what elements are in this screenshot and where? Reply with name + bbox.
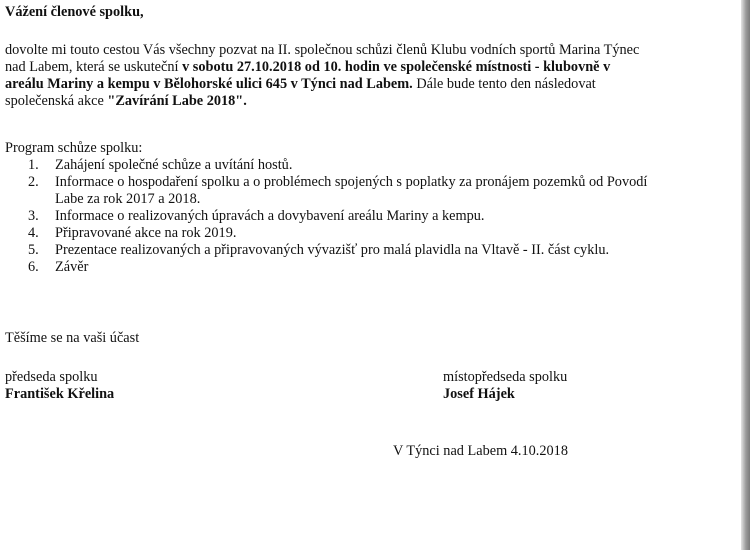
agenda-item bbox=[28, 242, 648, 259]
scan-edge-shadow bbox=[741, 0, 750, 550]
agenda-item bbox=[28, 259, 648, 276]
agenda-item-number: 5. bbox=[28, 242, 39, 258]
program-heading: Program schůze spolku: bbox=[5, 140, 143, 156]
agenda-item-text: Informace o realizovaných úpravách a dovybavení areálu Mariny a kempu. bbox=[55, 208, 485, 224]
intro-text-run: dovolte mi touto cestou Vás všechny pozvat na II. společnou schůzi členů Klubu vodních sportů Marina Týnec nad Labem, která se uskuteční bbox=[5, 42, 640, 75]
agenda-item-text: Zahájení společné schůze a uvítání hostů. bbox=[55, 157, 293, 173]
agenda-item bbox=[28, 225, 648, 242]
chair-role: předseda spolku bbox=[5, 369, 98, 385]
intro-bold-run: "Zavírání Labe 2018". bbox=[107, 93, 247, 109]
agenda-item-number: 1. bbox=[28, 157, 39, 173]
agenda-item bbox=[28, 157, 648, 174]
agenda-item bbox=[28, 208, 648, 225]
chair-name: František Křelina bbox=[5, 386, 115, 402]
agenda-item-number: 4. bbox=[28, 225, 39, 241]
closing-line: Těšíme se na vaši účast bbox=[5, 330, 140, 346]
agenda-item-text: Závěr bbox=[55, 259, 89, 275]
agenda-item-text: Připravované akce na rok 2019. bbox=[55, 225, 237, 241]
agenda-item bbox=[28, 174, 648, 208]
vice-chair-role: místopředseda spolku bbox=[443, 369, 568, 385]
intro-text-run: Dále bude tento den následovat společenská akce bbox=[5, 76, 596, 109]
vice-chair-name: Josef Hájek bbox=[443, 386, 515, 402]
agenda-item-number: 3. bbox=[28, 208, 39, 224]
salutation: Vážení členové spolku, bbox=[5, 4, 144, 20]
intro-paragraph bbox=[5, 42, 645, 110]
agenda-item-text: Prezentace realizovaných a připravovaných vývazišť pro malá plavidla na Vltavě - II. část cyklu. bbox=[55, 242, 610, 258]
intro-bold-run: v sobotu 27.10.2018 od 10. hodin ve společenské místnosti - klubovně v areálu Mariny a kempu v Bělohorské ulici 645 v Týnci nad Labem. bbox=[5, 59, 611, 92]
agenda-list bbox=[28, 157, 648, 276]
agenda-item-number: 2. bbox=[28, 174, 39, 190]
place-and-date: V Týnci nad Labem 4.10.2018 bbox=[393, 443, 568, 459]
agenda-item-number: 6. bbox=[28, 259, 39, 275]
agenda-item-text: Informace o hospodaření spolku a o problémech spojených s poplatky za pronájem pozemků od Povodí Labe za rok 2017 a 2018. bbox=[55, 174, 648, 207]
